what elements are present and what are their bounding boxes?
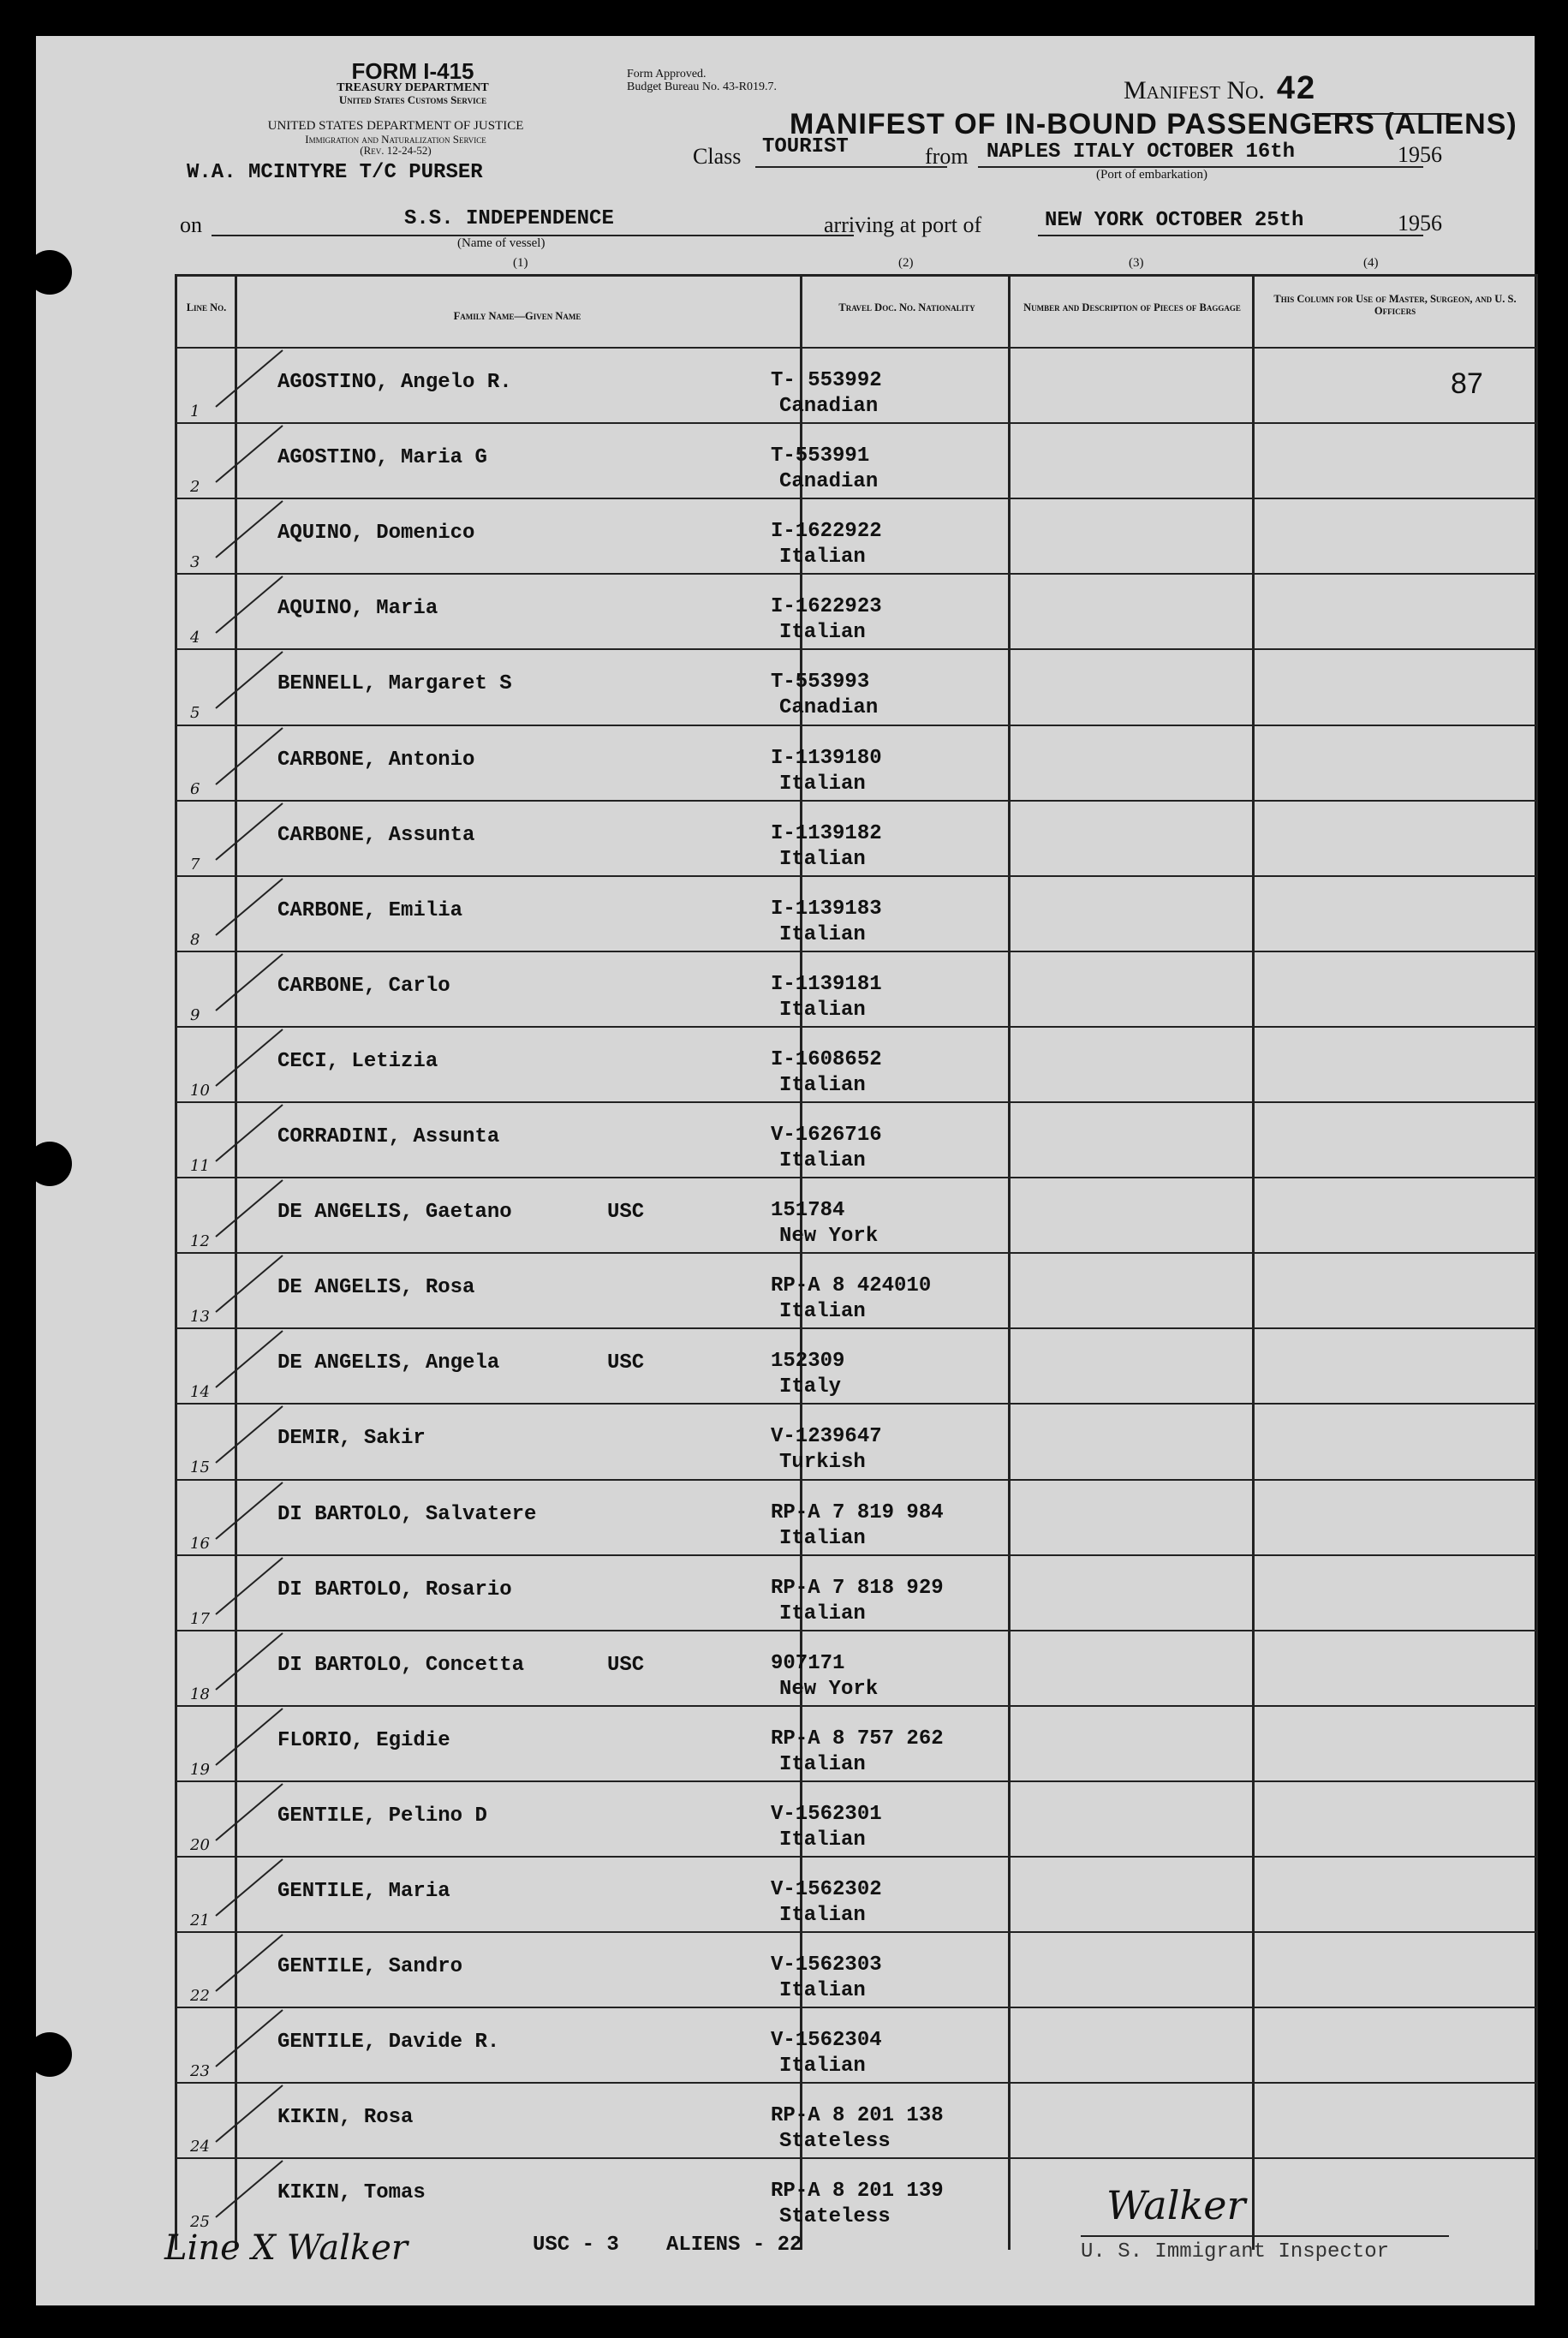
usc-count: USC - 3 bbox=[533, 2234, 619, 2257]
header-baggage: Number and Description of Pieces of Baggage bbox=[1023, 301, 1241, 313]
manifest-title: MANIFEST OF IN-BOUND PASSENGERS (ALIENS) bbox=[790, 108, 1517, 140]
inspector-label: U. S. Immigrant Inspector bbox=[1081, 2240, 1390, 2263]
travel-doc-number: V-1626716 bbox=[771, 1124, 882, 1147]
nationality: Italy bbox=[779, 1375, 842, 1399]
table-row bbox=[175, 875, 1538, 952]
table-row bbox=[175, 2157, 1538, 2234]
table-row bbox=[175, 1479, 1538, 1556]
passenger-name: CORRADINI, Assunta bbox=[277, 1125, 500, 1148]
passenger-name: DE ANGELIS, Rosa bbox=[277, 1276, 475, 1300]
punch-hole-2 bbox=[27, 1142, 72, 1186]
line-number: 17 bbox=[190, 1609, 210, 1628]
nationality: Italian bbox=[779, 1300, 866, 1324]
passenger-name: CARBONE, Antonio bbox=[277, 748, 475, 772]
nationality: Italian bbox=[779, 772, 866, 796]
treasury-dept: TREASURY DEPARTMENT bbox=[337, 81, 489, 94]
manifest-value: 42 bbox=[1276, 70, 1317, 106]
handwritten-signature: Line X Walker bbox=[164, 2228, 408, 2268]
passenger-name: BENNELL, Margaret S bbox=[277, 672, 512, 696]
line-number: 6 bbox=[190, 779, 200, 798]
passenger-name: FLORIO, Egidie bbox=[277, 1728, 450, 1752]
line-number: 12 bbox=[190, 1232, 210, 1251]
table-row bbox=[175, 1252, 1538, 1329]
table-row bbox=[175, 573, 1538, 650]
passenger-name: DEMIR, Sakir bbox=[277, 1427, 426, 1451]
passenger-name: GENTILE, Maria bbox=[277, 1880, 450, 1903]
table-row bbox=[175, 1856, 1538, 1933]
check-mark-icon bbox=[209, 494, 286, 563]
passenger-name: DI BARTOLO, Salvatere bbox=[277, 1502, 537, 1526]
table-row bbox=[175, 800, 1538, 877]
punch-hole-3 bbox=[27, 2032, 72, 2077]
manifest-number bbox=[1124, 70, 1316, 107]
line-number: 18 bbox=[190, 1685, 210, 1703]
form-approved bbox=[627, 69, 777, 93]
travel-doc-number: 152309 bbox=[771, 1350, 845, 1374]
table-row bbox=[175, 1705, 1538, 1782]
nationality: Italian bbox=[779, 922, 866, 946]
table-row bbox=[175, 1177, 1538, 1254]
vessel-caption: (Name of vessel) bbox=[457, 236, 546, 250]
line-number: 23 bbox=[190, 2062, 210, 2081]
line-number: 24 bbox=[190, 2138, 210, 2156]
table-row bbox=[175, 1403, 1538, 1480]
check-mark-icon bbox=[209, 721, 286, 790]
arriving-label: arriving at port of bbox=[824, 212, 982, 237]
passenger-name: GENTILE, Pelino D bbox=[277, 1804, 487, 1828]
nationality: Italian bbox=[779, 1149, 866, 1172]
check-mark-icon bbox=[209, 1399, 286, 1468]
line-number: 11 bbox=[190, 1157, 210, 1175]
table-row bbox=[175, 1630, 1538, 1707]
header-name: Family Name—Given Name bbox=[453, 310, 581, 322]
line-number: 9 bbox=[190, 1005, 200, 1024]
revision: (Rev. 12-24-52) bbox=[360, 144, 432, 158]
line-number: 19 bbox=[190, 1760, 210, 1779]
check-mark-icon bbox=[209, 1173, 286, 1242]
passenger-name: KIKIN, Tomas bbox=[277, 2181, 426, 2205]
nationality: New York bbox=[779, 1225, 879, 1249]
form-header bbox=[301, 60, 524, 105]
passenger-name: AGOSTINO, Angelo R. bbox=[277, 371, 512, 394]
passenger-name: DE ANGELIS, Angela bbox=[277, 1351, 500, 1375]
table-row bbox=[175, 422, 1538, 499]
approved-line: Form Approved. bbox=[627, 68, 706, 81]
line-number: 2 bbox=[190, 478, 200, 497]
nationality: Italian bbox=[779, 1526, 866, 1550]
travel-doc-number: RP-A 8 201 139 bbox=[771, 2180, 944, 2204]
travel-doc-number: I-1139182 bbox=[771, 821, 882, 845]
travel-doc-number: RP-A 8 424010 bbox=[771, 1274, 932, 1298]
travel-doc-number: T- 553992 bbox=[771, 369, 882, 392]
table-row bbox=[175, 1931, 1538, 2008]
line-number: 13 bbox=[190, 1308, 210, 1327]
line-number: 21 bbox=[190, 1912, 210, 1929]
check-mark-icon bbox=[209, 1777, 286, 1846]
from-label: from bbox=[925, 144, 969, 169]
nationality: Italian bbox=[779, 2055, 866, 2079]
nationality: New York bbox=[779, 1677, 879, 1701]
check-mark-icon bbox=[209, 1023, 286, 1091]
table-row bbox=[175, 1554, 1538, 1631]
table-row bbox=[175, 951, 1538, 1028]
line-number: 3 bbox=[190, 553, 200, 572]
table-row bbox=[175, 347, 1538, 424]
table-row bbox=[175, 725, 1538, 802]
table-row bbox=[175, 1780, 1538, 1858]
ins-title: Immigration and Naturalization Service bbox=[305, 132, 486, 146]
year-2: 1956 bbox=[1398, 211, 1442, 236]
usc-marker: USC bbox=[607, 1653, 645, 1677]
check-mark-icon bbox=[209, 1928, 286, 1996]
doj-title: UNITED STATES DEPARTMENT OF JUSTICE bbox=[267, 119, 524, 133]
usc-marker: USC bbox=[607, 1201, 645, 1225]
travel-doc-number: I-1139183 bbox=[771, 897, 882, 921]
travel-doc-number: I-1622922 bbox=[771, 520, 882, 544]
nationality: Italian bbox=[779, 1904, 866, 1927]
passenger-name: AGOSTINO, Maria G bbox=[277, 446, 487, 470]
check-mark-icon bbox=[209, 947, 286, 1016]
travel-doc-number: RP-A 8 757 262 bbox=[771, 1727, 944, 1751]
check-mark-icon bbox=[209, 2079, 286, 2147]
check-mark-icon bbox=[209, 2154, 286, 2222]
passenger-name: CARBONE, Emilia bbox=[277, 898, 463, 922]
passenger-name: DI BARTOLO, Concetta bbox=[277, 1653, 525, 1677]
passenger-name: GENTILE, Davide R. bbox=[277, 2031, 500, 2055]
officer-note: 87 bbox=[1451, 367, 1483, 400]
passenger-name: GENTILE, Sandro bbox=[277, 1955, 463, 1979]
check-mark-icon bbox=[209, 2003, 286, 2072]
nationality: Canadian bbox=[779, 696, 879, 720]
col-num-3: (3) bbox=[1129, 256, 1144, 270]
passenger-name: AQUINO, Domenico bbox=[277, 522, 475, 546]
col-num-2: (2) bbox=[898, 256, 914, 270]
inspector-signature: Walker bbox=[1106, 2182, 1246, 2228]
line-number: 7 bbox=[190, 855, 200, 874]
year-1: 1956 bbox=[1398, 142, 1442, 167]
passenger-name: DI BARTOLO, Rosario bbox=[277, 1578, 512, 1601]
usc-marker: USC bbox=[607, 1351, 645, 1375]
line-number: 14 bbox=[190, 1383, 210, 1402]
class-label: Class bbox=[693, 144, 742, 169]
passenger-name: CARBONE, Carlo bbox=[277, 974, 450, 998]
line-number: 5 bbox=[190, 704, 200, 723]
check-mark-icon bbox=[209, 1249, 286, 1317]
line-number: 20 bbox=[190, 1835, 210, 1854]
line-number: 25 bbox=[190, 2213, 210, 2232]
check-mark-icon bbox=[209, 1702, 286, 1770]
manifest-page bbox=[36, 36, 1535, 2305]
check-mark-icon bbox=[209, 1098, 286, 1166]
line-number: 22 bbox=[190, 1987, 210, 2006]
line-number: 8 bbox=[190, 930, 200, 949]
nationality: Canadian bbox=[779, 395, 879, 418]
travel-doc-number: I-1608652 bbox=[771, 1047, 882, 1071]
check-mark-icon bbox=[209, 419, 286, 487]
nationality: Turkish bbox=[779, 1451, 866, 1475]
punch-hole-1 bbox=[27, 250, 72, 295]
aliens-count: ALIENS - 22 bbox=[666, 2234, 802, 2257]
header-doc: Travel Doc. No. Nationality bbox=[838, 301, 975, 313]
travel-doc-number: RP-A 8 201 138 bbox=[771, 2104, 944, 2128]
travel-doc-number: 151784 bbox=[771, 1199, 845, 1223]
embark-caption: (Port of embarkation) bbox=[1096, 168, 1207, 182]
nationality: Canadian bbox=[779, 470, 879, 494]
check-mark-icon bbox=[209, 1852, 286, 1921]
travel-doc-number: T-553991 bbox=[771, 444, 870, 468]
col-num-4: (4) bbox=[1363, 256, 1379, 270]
line-number: 15 bbox=[190, 1458, 210, 1477]
table-row bbox=[175, 498, 1538, 575]
nationality: Italian bbox=[779, 1601, 866, 1625]
travel-doc-number: I-1139180 bbox=[771, 746, 882, 770]
from-value: NAPLES ITALY OCTOBER 16th bbox=[987, 140, 1296, 164]
nationality: Italian bbox=[779, 1979, 866, 2003]
passenger-table bbox=[175, 256, 1538, 2250]
customs-service: United States Customs Service bbox=[338, 93, 487, 106]
travel-doc-number: I-1622923 bbox=[771, 595, 882, 619]
table-row bbox=[175, 1026, 1538, 1103]
arrival-value: NEW YORK OCTOBER 25th bbox=[1045, 209, 1304, 232]
travel-doc-number: T-553993 bbox=[771, 671, 870, 695]
line-number: 10 bbox=[190, 1081, 210, 1100]
on-label: on bbox=[180, 212, 202, 237]
table-row bbox=[175, 648, 1538, 725]
passenger-name: KIKIN, Rosa bbox=[277, 2106, 414, 2130]
doj-header bbox=[173, 120, 618, 157]
nationality: Italian bbox=[779, 1752, 866, 1776]
check-mark-icon bbox=[209, 796, 286, 865]
passenger-name: CECI, Letizia bbox=[277, 1049, 438, 1073]
travel-doc-number: I-1139181 bbox=[771, 972, 882, 996]
check-mark-icon bbox=[209, 1551, 286, 1619]
table-row bbox=[175, 2082, 1538, 2159]
nationality: Stateless bbox=[779, 2130, 891, 2154]
passenger-name: DE ANGELIS, Gaetano bbox=[277, 1201, 512, 1225]
check-mark-icon bbox=[209, 1476, 286, 1544]
vessel-name: S.S. INDEPENDENCE bbox=[404, 207, 614, 230]
budget-bureau: Budget Bureau No. 43-R019.7. bbox=[627, 80, 777, 93]
line-number: 1 bbox=[190, 403, 200, 420]
check-mark-icon bbox=[209, 1626, 286, 1695]
travel-doc-number: 907171 bbox=[771, 1651, 845, 1675]
check-mark-icon bbox=[209, 645, 286, 713]
nationality: Italian bbox=[779, 847, 866, 871]
nationality: Italian bbox=[779, 621, 866, 645]
line-number: 4 bbox=[190, 629, 200, 647]
travel-doc-number: V-1239647 bbox=[771, 1425, 882, 1449]
travel-doc-number: RP-A 7 819 984 bbox=[771, 1500, 944, 1524]
travel-doc-number: RP-A 7 818 929 bbox=[771, 1576, 944, 1600]
travel-doc-number: V-1562301 bbox=[771, 1802, 882, 1826]
travel-doc-number: V-1562304 bbox=[771, 2029, 882, 2053]
nationality: Italian bbox=[779, 1073, 866, 1097]
table-row bbox=[175, 2007, 1538, 2084]
purser-name: W.A. MCINTYRE T/C PURSER bbox=[187, 161, 483, 184]
table-row bbox=[175, 1101, 1538, 1178]
nationality: Stateless bbox=[779, 2205, 891, 2229]
check-mark-icon bbox=[209, 1324, 286, 1393]
check-mark-icon bbox=[209, 343, 286, 412]
form-id: FORM I-415 bbox=[351, 58, 474, 84]
col-num-1: (1) bbox=[513, 256, 528, 270]
class-value: TOURIST bbox=[762, 135, 849, 158]
nationality: Italian bbox=[779, 998, 866, 1022]
passenger-name: CARBONE, Assunta bbox=[277, 823, 475, 847]
manifest-label: Manifest No. bbox=[1124, 76, 1265, 104]
passenger-name: AQUINO, Maria bbox=[277, 597, 438, 621]
travel-doc-number: V-1562303 bbox=[771, 1953, 882, 1977]
line-number: 16 bbox=[190, 1534, 210, 1553]
nationality: Italian bbox=[779, 546, 866, 570]
table-row bbox=[175, 1327, 1538, 1405]
header-officers: This Column for Use of Master, Surgeon, and U. S. Officers bbox=[1273, 293, 1517, 317]
travel-doc-number: V-1562302 bbox=[771, 1878, 882, 1901]
header-line-no: Line No. bbox=[186, 301, 227, 313]
check-mark-icon bbox=[209, 570, 286, 638]
check-mark-icon bbox=[209, 872, 286, 940]
nationality: Italian bbox=[779, 1828, 866, 1852]
